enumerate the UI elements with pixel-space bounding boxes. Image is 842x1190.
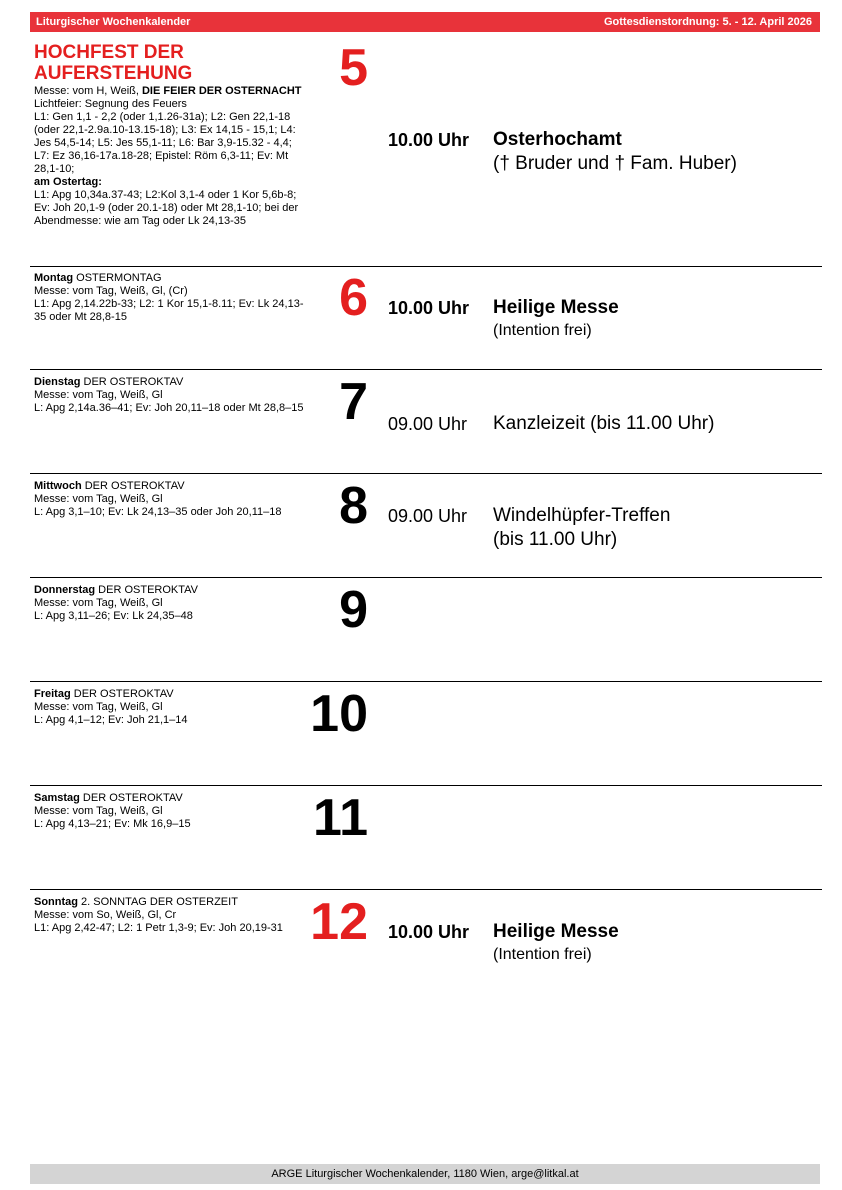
day-name: 2. SONNTAG DER OSTERZEIT (78, 896, 238, 908)
weekday: Montag (34, 272, 74, 284)
weekday: Dienstag (34, 376, 81, 388)
page-header (30, 12, 820, 32)
mass-line: Messe: vom Tag, Weiß, Gl (34, 597, 163, 609)
header-date-range: Gottesdienstordnung: 5. - 12. April 2026 (603, 16, 812, 28)
event (493, 504, 670, 552)
readings: L: Apg 4,1–12; Ev: Joh 21,1–14 (34, 714, 188, 726)
readings: L1: Apg 2,14.22b-33; L2: 1 Kor 15,1-8.11; Ev: Lk 24,13-35 oder Mt 28,8-15 (34, 298, 304, 323)
divider (30, 266, 822, 267)
mass-line: Messe: vom So, Weiß, Gl, Cr (34, 909, 177, 921)
day-entry-10 (30, 686, 822, 782)
readings: L: Apg 2,14a.36–41; Ev: Joh 20,11–18 oder Mt 28,8–15 (34, 402, 304, 414)
event-title: Heilige Messe (493, 297, 619, 318)
event-time: 10.00 Uhr (388, 922, 470, 942)
divider (30, 889, 822, 890)
divider (30, 473, 822, 474)
readings: L1: Apg 2,42-47; L2: 1 Petr 1,3-9; Ev: Joh 20,19-31 (34, 922, 283, 934)
event-subtitle: (bis 11.00 Uhr) (493, 529, 618, 550)
day-name: DER OSTEROKTAV (70, 688, 174, 700)
divider (30, 785, 822, 786)
day-name: DER OSTEROKTAV (95, 584, 199, 596)
event (493, 296, 619, 342)
day-number: 8 (339, 477, 368, 535)
page-footer (30, 1164, 820, 1184)
day-number: 12 (310, 893, 368, 951)
feast-title: HOCHFEST DER AUFERSTEHUNG (34, 42, 193, 84)
event-time: 10.00 Uhr (388, 130, 470, 150)
event (493, 920, 619, 966)
day-name: DER OSTEROKTAV (80, 376, 184, 388)
event-time: 09.00 Uhr (388, 414, 468, 434)
weekday: Freitag (34, 688, 71, 700)
easter-label: am Ostertag: (34, 176, 102, 188)
readings: L: Apg 3,11–26; Ev: Lk 24,35–48 (34, 610, 193, 622)
mass-line: Messe: vom Tag, Weiß, Gl (34, 701, 163, 713)
event-title: Windelhüpfer-Treffen (493, 505, 671, 526)
readings: L: Apg 3,1–10; Ev: Lk 24,13–35 oder Joh 20,11–18 (34, 506, 282, 518)
event-time: 09.00 Uhr (388, 506, 468, 526)
day-name: DER OSTEROKTAV (81, 480, 185, 492)
event-title: Osterhochamt (493, 129, 622, 150)
day-entry-11 (30, 790, 822, 886)
mass-line: Messe: vom Tag, Weiß, Gl, (Cr) (34, 285, 188, 297)
divider (30, 577, 822, 578)
readings: L1: Gen 1,1 - 2,2 (oder 1,1.26-31a); L2: Gen 22,1-18 (oder 22,1-2.9a.10-13.15-18); L3: Ex 14,15 - 15,1; L4: Jes 54,5-14; L5: Jes 55,1-11; L6: Bar 3,9-15.32 - 4,4; L7: Ez 36,16-17a.18-28; Epistel: Röm 6,3-11; Ev: Mt 28,1-10; (34, 111, 296, 175)
event-subtitle: († Bruder und † Fam. Huber) (493, 153, 737, 174)
weekday: Donnerstag (34, 584, 96, 596)
mass-bold: DIE FEIER DER OSTERNACHT (141, 85, 302, 97)
weekday: Mittwoch (34, 480, 82, 492)
day-entry-12 (30, 894, 822, 990)
day-number: 9 (339, 581, 368, 639)
weekday: Sonntag (34, 896, 78, 908)
day-entry-9 (30, 582, 822, 678)
day-entry-6 (30, 270, 822, 366)
divider (30, 681, 822, 682)
header-title: Liturgischer Wochenkalender (36, 16, 191, 28)
day-number: 10 (310, 685, 368, 743)
mass-line: Messe: vom Tag, Weiß, Gl (34, 493, 163, 505)
easter-readings: L1: Apg 10,34a.37-43; L2:Kol 3,1-4 oder 1 Kor 5,6b-8; Ev: Joh 20,1-9 (oder 20.1-18) oder Mt 28,1-10; bei der Abendmesse: wie am Tag oder Lk 24,13-35 (34, 189, 299, 227)
day-name: DER OSTEROKTAV (79, 792, 183, 804)
day-name: OSTERMONTAG (73, 272, 162, 284)
mass-line: Messe: vom Tag, Weiß, Gl (34, 805, 163, 817)
day-entry-5 (30, 40, 822, 264)
day-number: 11 (313, 789, 368, 847)
event-title: Kanzleizeit (bis 11.00 Uhr) (493, 413, 715, 434)
mass-line: Messe: vom H, Weiß, DIE FEIER DER OSTERNACHT Lichtfeier: Segnung des Feuers (34, 85, 302, 110)
event-time: 10.00 Uhr (388, 298, 470, 318)
event (493, 412, 714, 436)
day-entry-7 (30, 374, 822, 470)
readings: L: Apg 4,13–21; Ev: Mk 16,9–15 (34, 818, 191, 830)
divider (30, 369, 822, 370)
day-number: 6 (339, 269, 368, 327)
day-entry-8 (30, 478, 822, 574)
event-subtitle: (Intention frei) (493, 946, 592, 963)
footer-text: ARGE Liturgischer Wochenkalender, 1180 Wien, arge@litkal.at (271, 1168, 579, 1180)
day-number: 5 (339, 39, 368, 97)
mass-line: Messe: vom Tag, Weiß, Gl (34, 389, 163, 401)
event-subtitle: (Intention frei) (493, 322, 592, 339)
weekday: Samstag (34, 792, 80, 804)
event (493, 128, 737, 176)
day-number: 7 (339, 373, 368, 431)
event-title: Heilige Messe (493, 921, 619, 942)
